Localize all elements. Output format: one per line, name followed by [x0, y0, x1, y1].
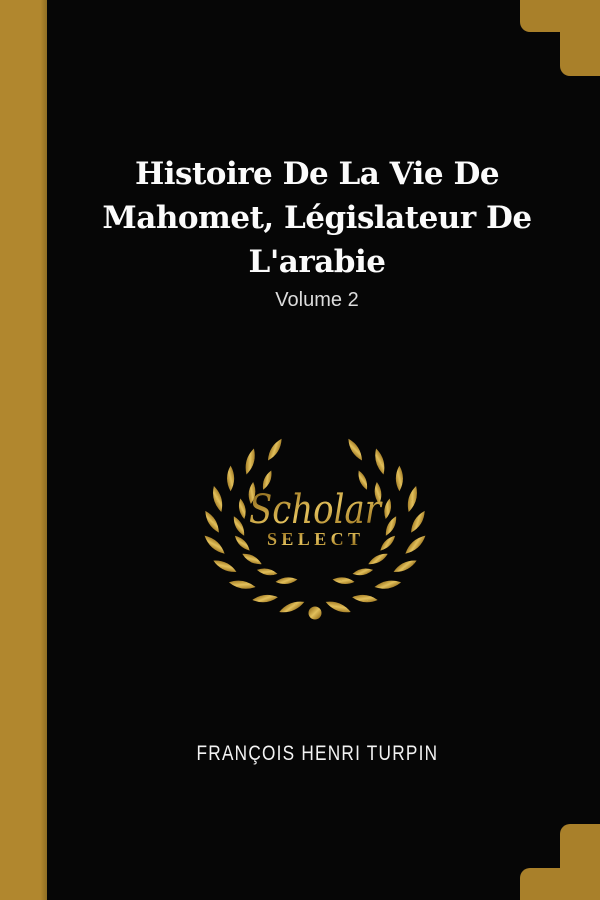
volume-label: Volume 2 [275, 289, 359, 311]
title-line-1: Histoire De La Vie De [134, 156, 500, 192]
laurel-wreath-icon [190, 438, 440, 634]
author-name [34, 742, 600, 766]
corner-block-small [560, 824, 600, 900]
wreath-base-dot [309, 607, 322, 620]
author-name-text: FRANÇOIS HENRI TURPIN [196, 742, 438, 765]
publisher-select-label: SELECT [267, 529, 363, 549]
title-line-2: Mahomet, Législateur De [102, 200, 532, 236]
corner-block-small [560, 0, 600, 76]
publisher-logo [190, 438, 440, 634]
title-line-3: L'arabie [248, 244, 386, 280]
publisher-script-label: Scholar [249, 487, 384, 533]
book-title [34, 152, 600, 284]
